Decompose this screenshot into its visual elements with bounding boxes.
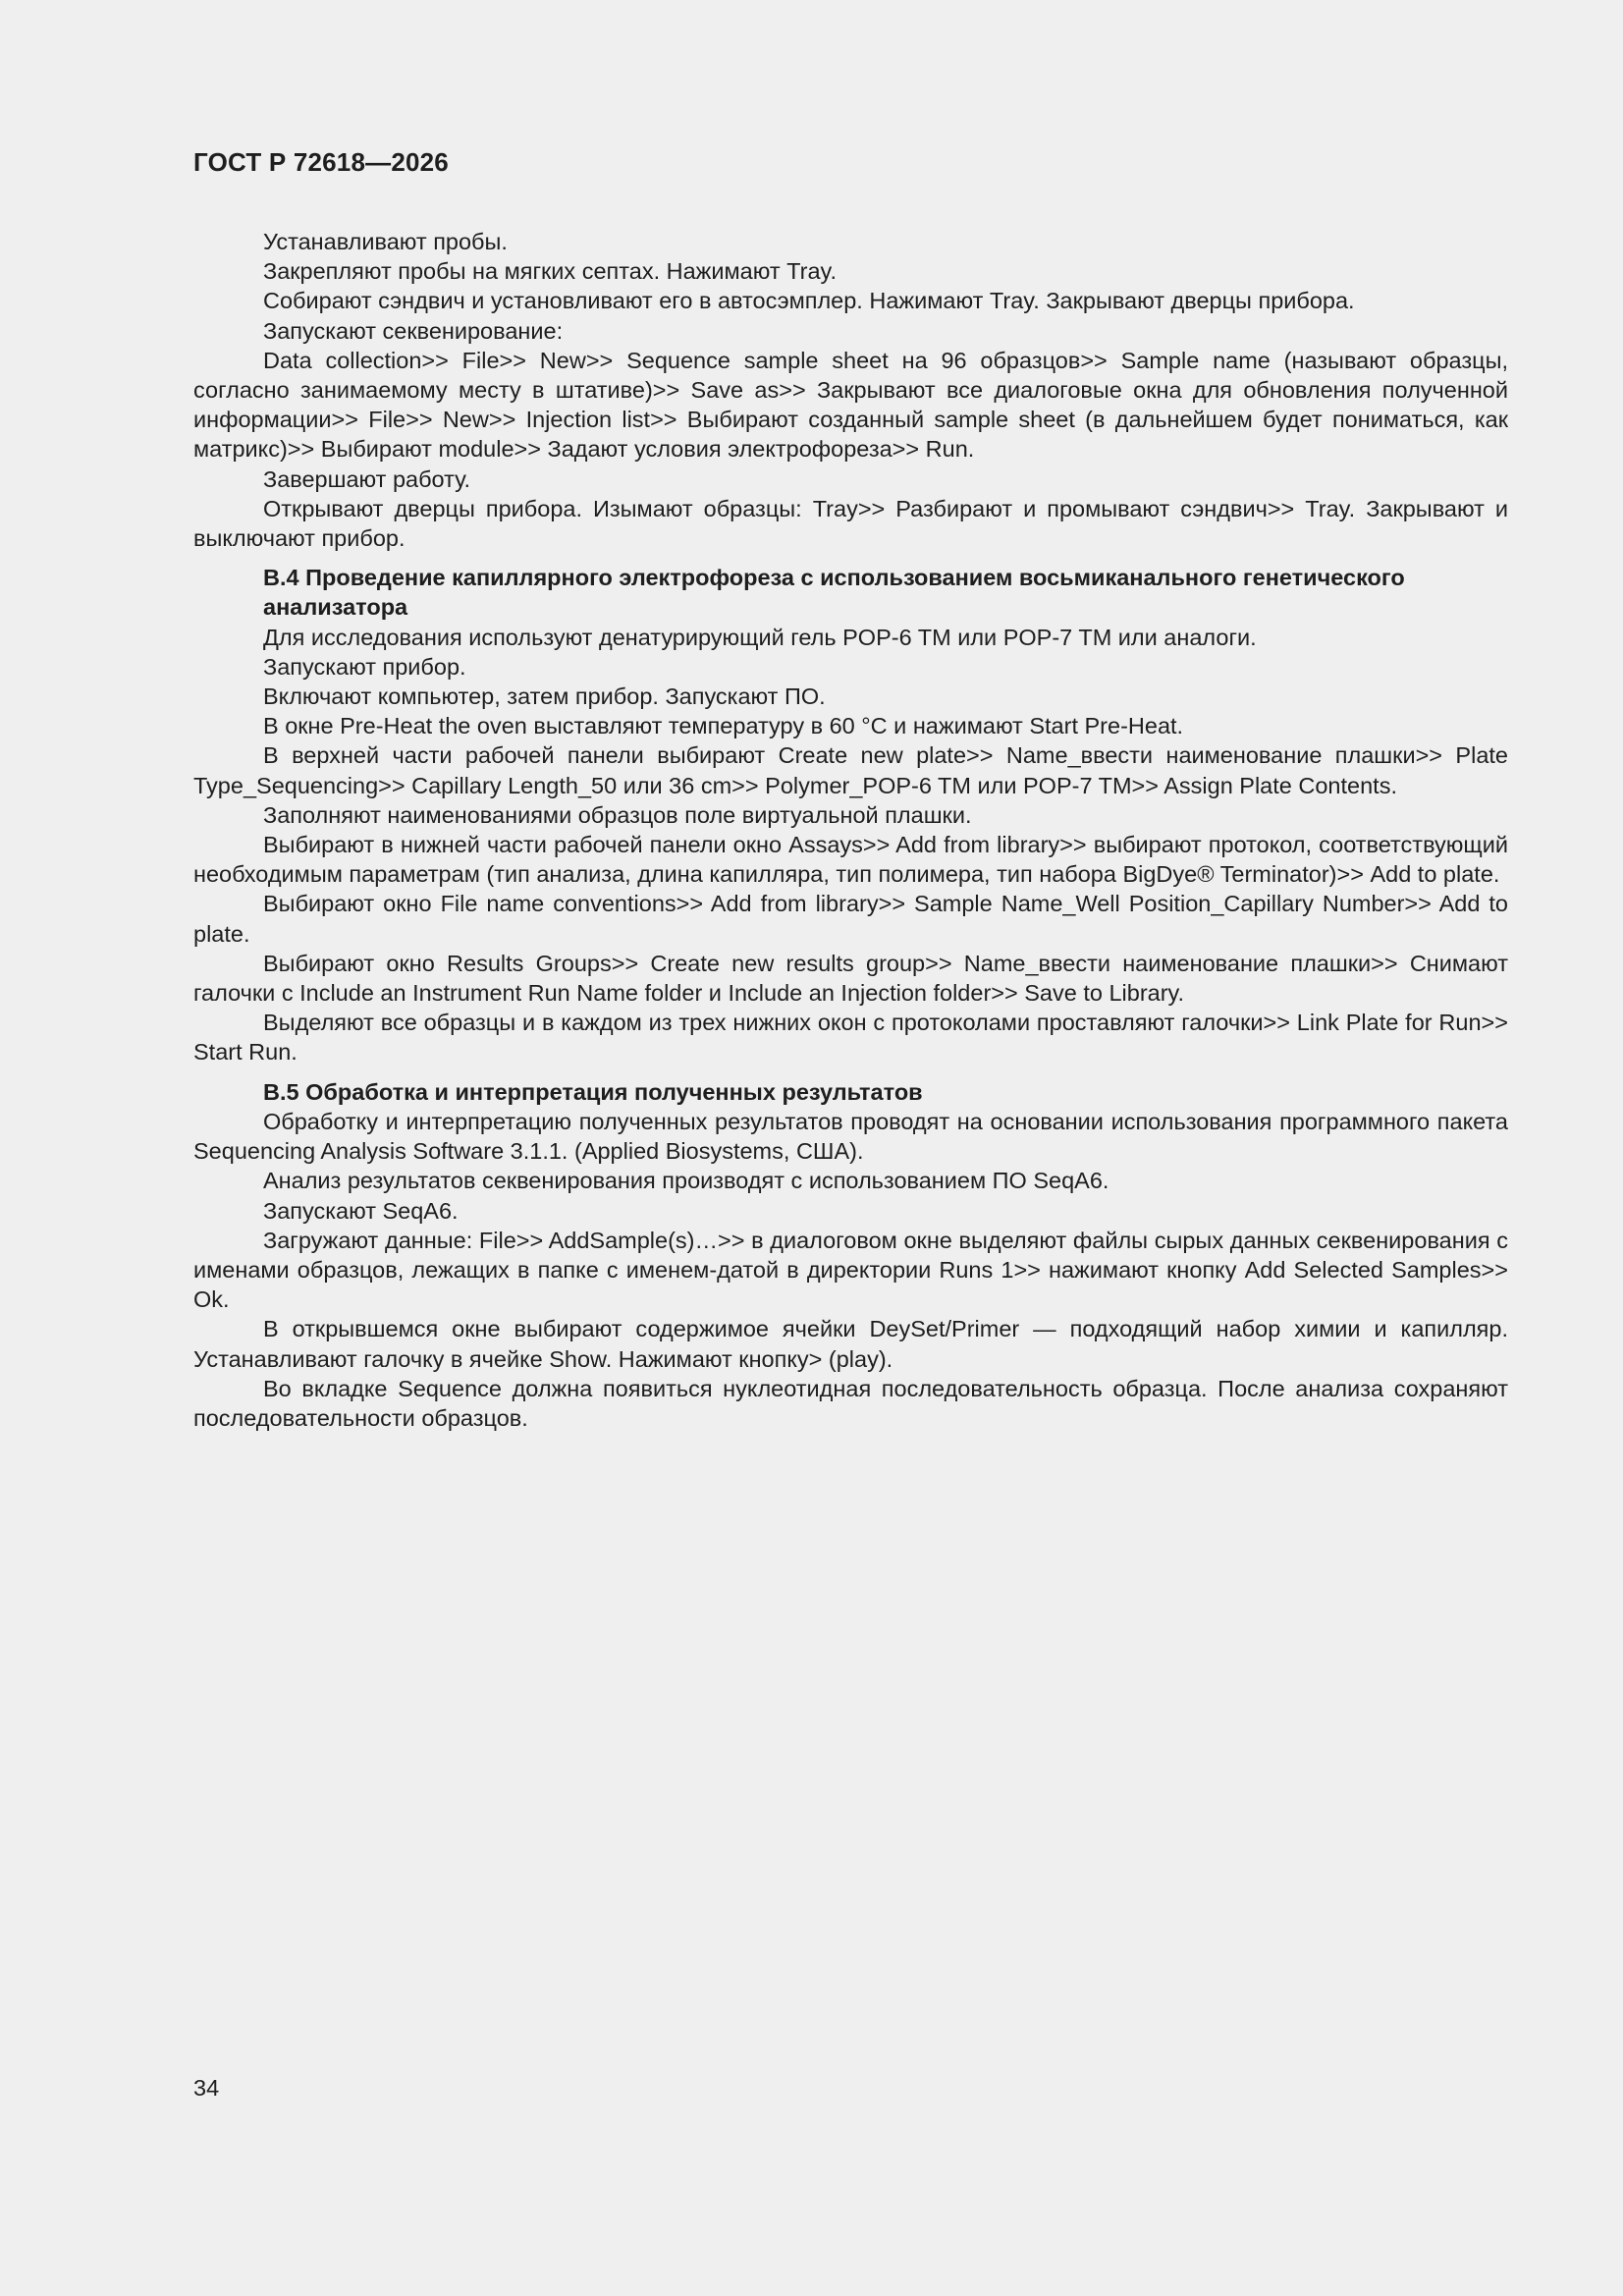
paragraph: В верхней части рабочей панели выбирают Create new plate>> Name_ввести наименование плашки>> Plate Type_Sequencing>> Capillary Length_50 или 36 cm>> Polymer_POP-6 TM или POP-7 TM>> Assign Plate Contents. [193,742,1508,798]
paragraph: Собирают сэндвич и установливают его в автосэмплер. Нажимают Tray. Закрывают дверцы прибора. [263,288,1355,314]
paragraph: Во вкладке Sequence должна появиться нуклеотидная последовательность образца. После анализа сохраняют последовательности образцов. [193,1375,1508,1431]
paragraph: Обработку и интерпретацию полученных результатов проводят на основании использования программного пакета Sequencing Analysis Software 3.1.1. (Applied Biosystems, США). [193,1108,1508,1165]
paragraph: Запускают SeqA6. [263,1197,459,1224]
paragraph: Закрепляют пробы на мягких септах. Нажимают Tray. [263,258,838,285]
paragraph: Завершают работу. [263,465,471,492]
paragraph: Анализ результатов секвенирования производят с использованием ПО SeqA6. [263,1168,1109,1194]
section-heading-b5: В.5 Обработка и интерпретация полученных результатов [263,1078,923,1105]
paragraph: Выделяют все образцы и в каждом из трех нижних окон с протоколами проставляют галочки>> Link Plate for Run>> Start Run. [193,1010,1508,1066]
paragraph: В открывшемся окне выбирают содержимое ячейки DeySet/Primer — подходящий набор химии и капилляр. Устанавливают галочку в ячейке Show. Нажимают кнопку> (play). [193,1316,1508,1372]
section-heading-b4: В.4 Проведение капиллярного электрофореза с использованием восьмиканального генетического анализатора [263,565,1405,621]
paragraph: Для исследования используют денатурирующий гель POP-6 TM или POP-7 TM или аналоги. [263,624,1257,650]
paragraph: Устанавливают пробы. [263,229,508,254]
paragraph: Включают компьютер, затем прибор. Запускают ПО. [263,683,826,710]
paragraph: Запускают прибор. [263,653,466,680]
paragraph: Выбирают в нижней части рабочей панели окно Assays>> Add from library>> выбирают протокол, соответствующий необходимым параметрам (тип анализа, длина капилляра, тип полимера, тип набора BigDye® Terminator)>> Add to plate. [193,832,1508,888]
paragraph: Запускают секвенирование: [263,317,564,344]
paragraph: В окне Pre-Heat the oven выставляют температуру в 60 °C и нажимают Start Pre-Heat. [263,713,1184,739]
page-number: 34 [193,2075,220,2101]
paragraph: Заполняют наименованиями образцов поле виртуальной плашки. [263,801,972,828]
paragraph: Выбирают окно File name conventions>> Add from library>> Sample Name_Well Position_Capillary Number>> Add to plate. [193,891,1508,947]
paragraph: Загружают данные: File>> AddSample(s)…>> в диалоговом окне выделяют файлы сырых данных секвенирования с именами образцов, лежащих в папке с именем-датой в директории Runs 1>> нажимают кнопку Add Selected Samples>> Ok. [193,1227,1508,1313]
paragraph: Data collection>> File>> New>> Sequence sample sheet на 96 образцов>> Sample name (называют образцы, согласно занимаемому месту в штативе)>> Save as>> Закрывают все диалоговые окна для обновления полученной информации>> File>> New>> Injection list>> Выбирают созданный sample sheet (в дальнейшем будет пониматься, как матрикс)>> Выбирают module>> Задают условия электрофореза>> Run. [193,347,1508,463]
document-code-header: ГОСТ Р 72618—2026 [193,147,449,177]
document-body [193,227,1508,1433]
paragraph: Выбирают окно Results Groups>> Create new results group>> Name_ввести наименование плашки>> Снимают галочки с Include an Instrument Run Name folder и Include an Injection folder>> Save to Library. [193,950,1508,1007]
paragraph: Открывают дверцы прибора. Изымают образцы: Tray>> Разбирают и промывают сэндвич>> Tray. Закрывают и выключают прибор. [193,495,1508,552]
